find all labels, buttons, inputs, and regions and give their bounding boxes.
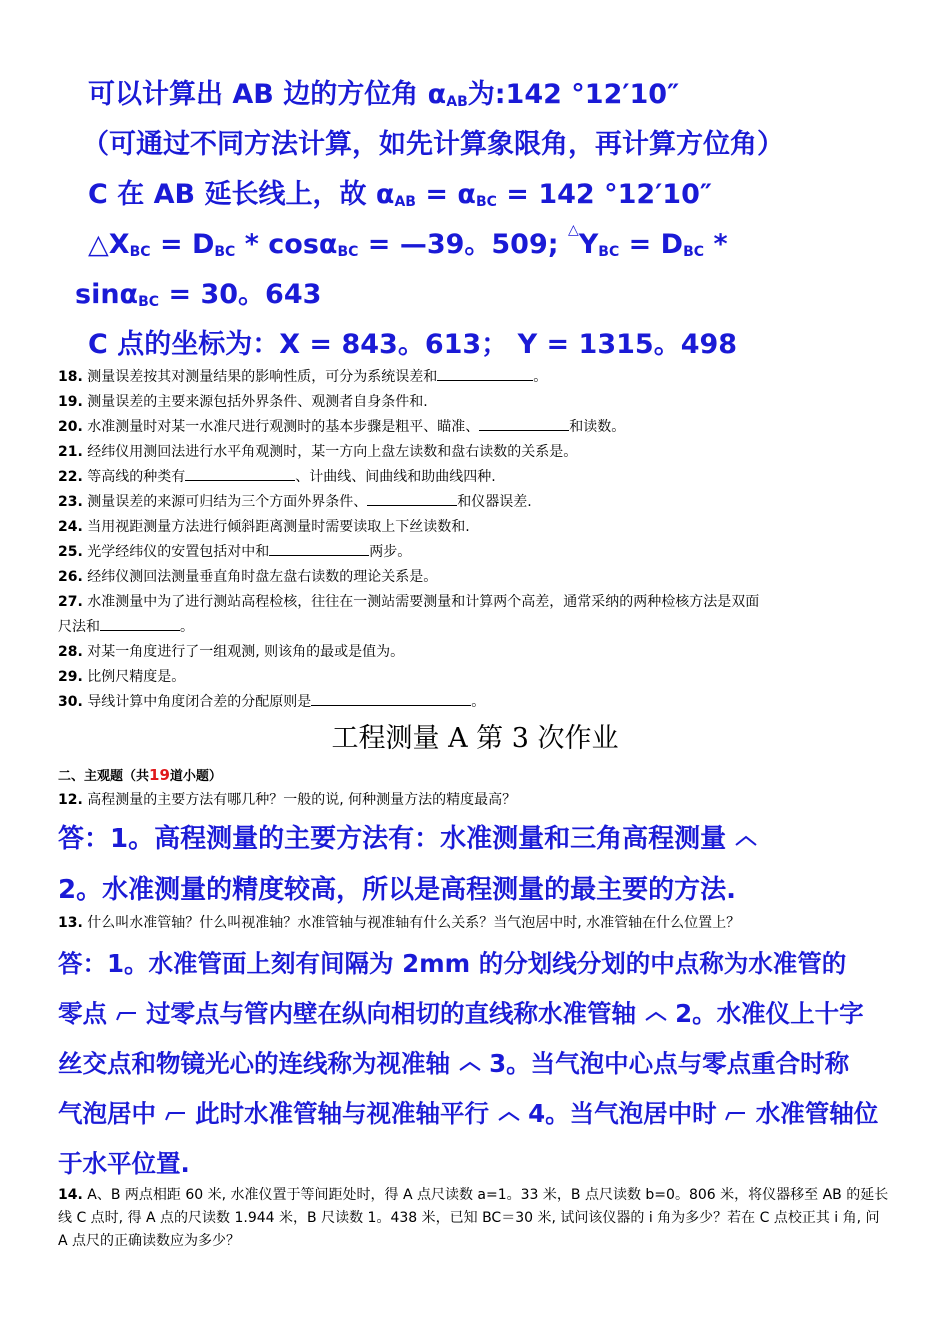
question-line [58,466,496,486]
question-text: 导线计算中角度闭合差的分配原则是 [82,694,312,710]
question-text: 测量误差按其对测量结果的影响性质，可分为系统误差和 [82,369,438,385]
question-line [58,366,547,386]
answer-13-line-3 [58,1045,849,1080]
question-text: 测量误差的来源可归结为三个方面外界条件、 [82,494,368,510]
question-number: 14. [58,1187,83,1203]
question-text: 尺法和 [58,619,100,635]
question-line [58,591,759,611]
answer-text: 可以计算出 AB 边的方位角 α [88,79,447,110]
question-text: 光学经纬仪的安置包括对中和 [82,544,270,560]
answer-13-line-4 [58,1095,878,1130]
answer-blank [185,468,295,481]
answer-text: = 142 °12′10″ [496,179,712,210]
delta-symbol: △ [567,222,579,238]
answer-line-2 [82,122,784,161]
subscript: BC [214,244,236,260]
answer-text: 4。当气泡居中时 [528,1099,717,1128]
question-text: 。 [180,619,194,635]
answer-text: = D [619,229,684,260]
question-text: 经纬仪用测回法进行水平角观测时，某一方向上盘左读数和盘右读数的关系是。 [82,444,578,460]
answer-12-line-1 [58,818,757,855]
bracket-mark-icon [725,1109,747,1121]
answer-blank [311,693,471,706]
question-text: 、计曲线、间曲线和助曲线四种. [295,469,496,485]
answer-line-1 [88,72,679,111]
question-text: 测量误差的主要来源包括外界条件、观测者自身条件和. [82,394,428,410]
caret-mark-icon [735,834,757,846]
subscript: BC [129,244,151,260]
question-text: A、B 两点相距 60 米, 水准仪置于等间距处时，得 A 点尺读数 a=1。33 米，B 点尺读数 b=0。806 米，将仪器移至 AB 的延长线 C 点时, 得 A 点的尺读数 1.944 米，B 尺读数 1。438 米，已知 BC＝30 米, 试问该仪器的 i 角为多少？若在 C 点校正其 i 角, 问 A 点尺的正确读数应为多少？ [58,1187,889,1249]
question-13 [58,912,740,932]
answer-text: * [704,229,728,260]
section-heading [58,765,222,784]
question-count: 19 [149,766,170,784]
question-number: 20. [58,419,83,435]
caret-mark-icon [645,1009,667,1021]
question-text: 等高线的种类有 [82,469,186,485]
answer-text: = D [150,229,215,260]
answer-text: 3。当气泡中心点与零点重合时称 [489,1049,850,1078]
question-line [58,616,194,636]
answer-text: 答：1。高程测量的主要方法有：水准测量和三角高程测量 [58,824,727,854]
answer-text: 过零点与管内壁在纵向相切的直线称水准管轴 [146,999,637,1028]
question-number: 30. [58,694,83,710]
answer-blank [100,618,180,631]
answer-line-4 [88,222,728,261]
section-text: 二、主观题（共 [58,769,150,784]
caret-mark-icon [459,1059,481,1071]
question-line [58,441,577,461]
answer-13-line-2 [58,995,864,1030]
question-text: 当用视距测量方法进行倾斜距离测量时需要读取上下丝读数和. [82,519,470,535]
answer-text: 2。水准仪上十字 [675,999,864,1028]
question-14 [58,1184,893,1253]
question-text: 对某一角度进行了一组观测, 则该角的最或是值为。 [82,644,405,660]
question-text: 两步。 [369,544,412,560]
question-number: 27. [58,594,83,610]
question-text: 高程测量的主要方法有哪几种？一般的说, 何种测量方法的精度最高？ [82,792,517,808]
answer-line-3 [88,172,712,211]
question-line [58,416,625,436]
answer-text: Y [578,229,599,260]
question-line [58,391,428,411]
question-line [58,641,404,661]
question-line [58,666,185,686]
answer-blank [479,418,569,431]
question-line [58,691,485,711]
subscript: AB [446,94,468,110]
subscript: BC [598,244,620,260]
answer-text: * cosα [235,229,338,260]
question-number: 26. [58,569,83,585]
question-line [58,516,470,536]
question-number: 29. [58,669,83,685]
question-number: 21. [58,444,83,460]
question-line [58,541,411,561]
answer-blank [367,493,457,506]
answer-blank [437,368,533,381]
question-number: 18. [58,369,83,385]
answer-text: = 30。643 [159,279,322,310]
question-text: 水准测量中为了进行测站高程检核，往往在一测站需要测量和计算两个高差，通常采纳的两种检核方法是双面 [82,594,760,610]
question-text: 比例尺精度是。 [82,669,186,685]
bracket-mark-icon [165,1109,187,1121]
question-number: 24. [58,519,83,535]
answer-13-line-5 [58,1145,190,1180]
question-text: 水准测量时对某一水准尺进行观测时的基本步骤是粗平、瞄准、 [82,419,480,435]
question-text: 和仪器误差. [457,494,532,510]
answer-text: sinα [75,279,139,310]
subscript: BC [337,244,359,260]
answer-text: 水准管轴位 [755,1099,879,1128]
answer-13-line-1 [58,945,846,980]
answer-text: 丝交点和物镜光心的连线称为视准轴 [58,1049,450,1078]
question-number: 22. [58,469,83,485]
question-number: 23. [58,494,83,510]
answer-text: = —39。509; [358,229,568,260]
question-line [58,491,532,511]
question-line [58,566,437,586]
question-text: 什么叫水准管轴？什么叫视准轴？水准管轴与视准轴有什么关系？当气泡居中时, 水准管轴在什么位置上？ [82,915,741,931]
answer-line-6 [88,322,737,361]
subscript: BC [475,194,497,210]
answer-text: 零点 [58,999,107,1028]
caret-mark-icon [498,1109,520,1121]
answer-text: 答：1。水准管面上刻有间隔为 2mm 的分划线分划的中点称为水准管的 [58,949,847,978]
question-text: 。 [471,694,486,710]
subscript: BC [138,294,160,310]
question-number: 19. [58,394,83,410]
answer-text: 此时水准管轴与视准轴平行 [195,1099,490,1128]
answer-text: 于水平位置. [58,1149,190,1178]
question-text: 和读数。 [569,419,626,435]
answer-text: = α [415,179,476,210]
question-number: 13. [58,915,83,931]
question-text: 。 [533,369,548,385]
question-number: 28. [58,644,83,660]
answer-line-5 [75,272,321,311]
bracket-mark-icon [116,1009,138,1021]
answer-12-line-2 [58,869,736,906]
answer-text: C 点的坐标为：X = 843。613； Y = 1315。498 [88,329,738,360]
answer-text: 为:142 °12′10″ [467,79,680,110]
subscript: BC [683,244,705,260]
question-text: 经纬仪测回法测量垂直角时盘左盘右读数的理论关系是。 [82,569,438,585]
question-12 [58,789,516,809]
answer-text: （可通过不同方法计算，如先计算象限角，再计算方位角） [82,129,784,160]
answer-text: C 在 AB 延长线上，故 α [88,179,395,210]
answer-blank [269,543,369,556]
answer-text: △X [88,229,130,260]
answer-text: 2。水准测量的精度较高，所以是高程测量的最主要的方法. [58,875,736,905]
section-text: 道小题） [169,769,222,784]
question-number: 25. [58,544,83,560]
page-title: 工程测量 A 第 3 次作业 [331,723,619,754]
answer-text: 气泡居中 [58,1099,156,1128]
question-number: 12. [58,792,83,808]
subscript: AB [394,194,416,210]
